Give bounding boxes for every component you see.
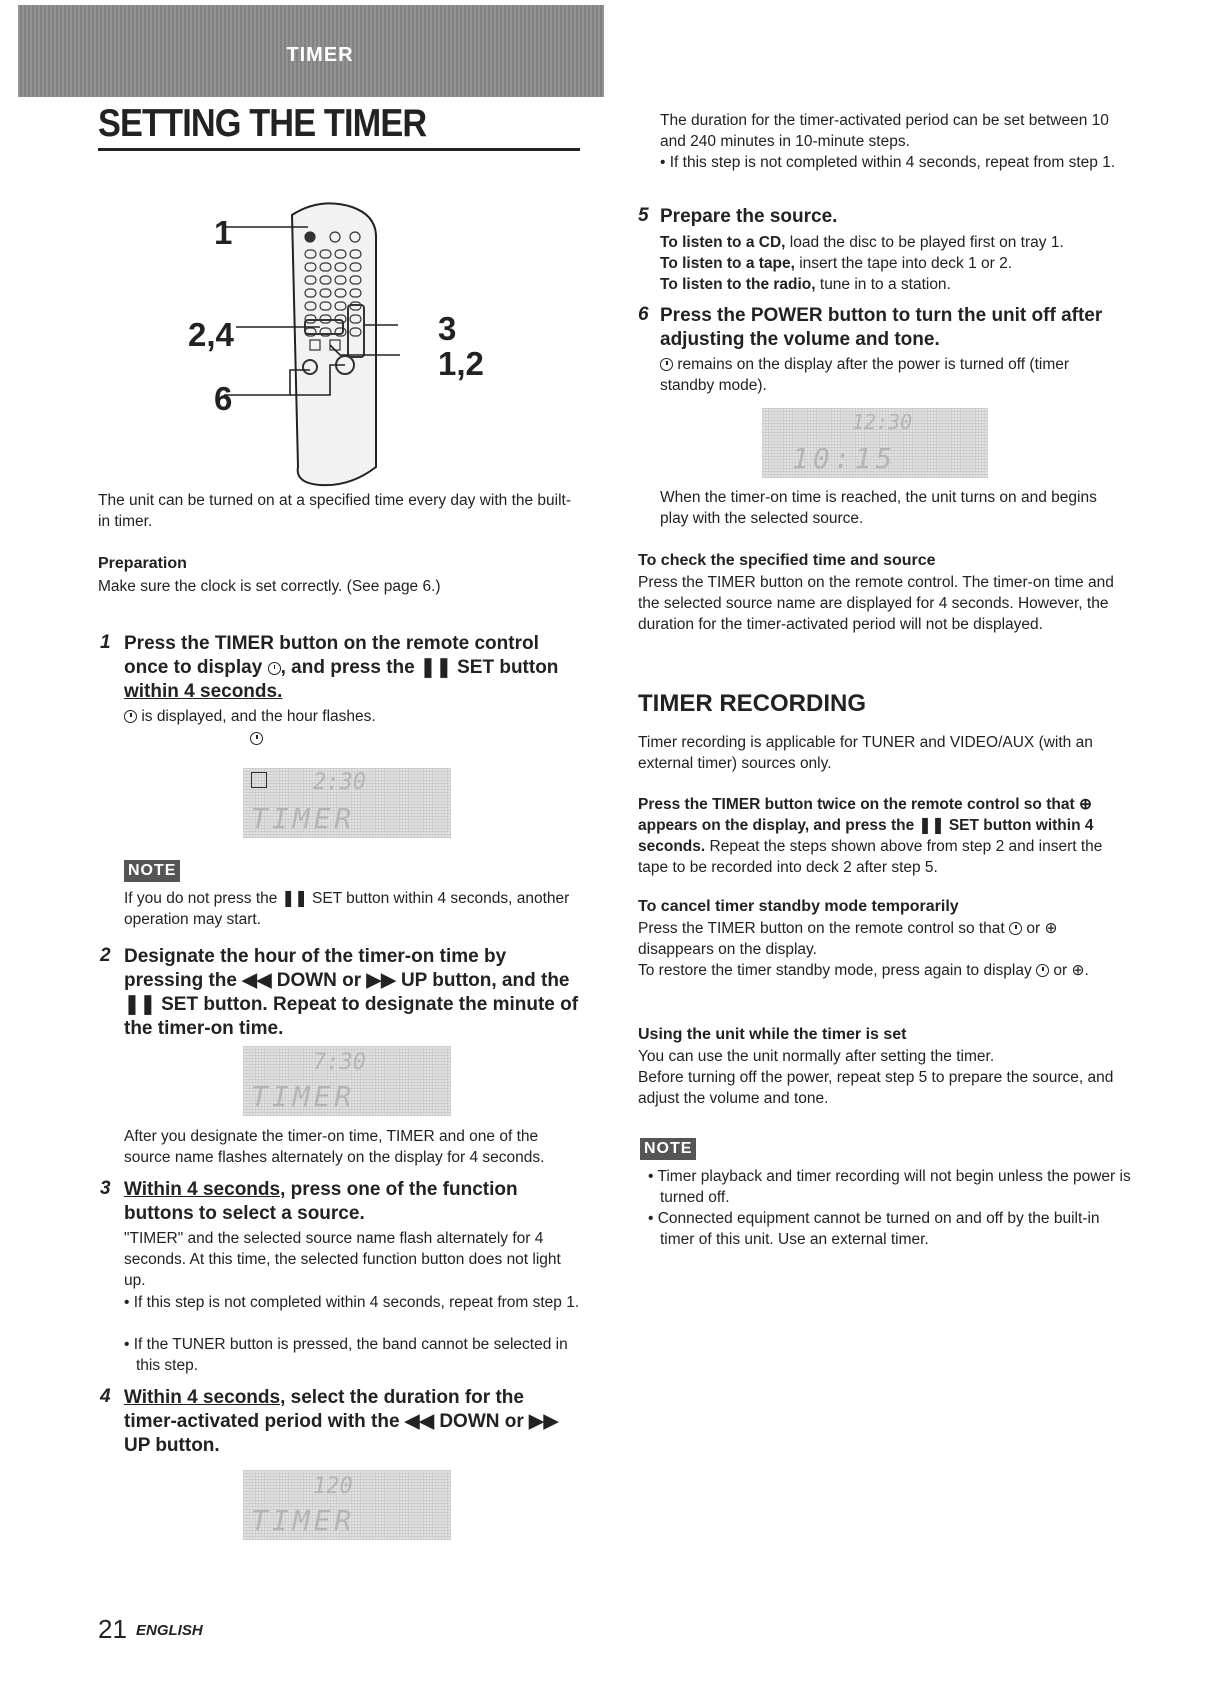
step3-heading: Within 4 seconds, press one of the function buttons to select a source. (124, 1179, 518, 1224)
step2-heading: Designate the hour of the timer-on time by pressing the ◀◀ DOWN or ▶▶ UP button, and the ❚❚ SET button. Repeat to designate the minute of the timer-on time. (124, 946, 579, 1039)
step6-display (762, 408, 988, 478)
step6-heading: Press the POWER button to turn the unit off after adjusting the volume and tone. (660, 305, 1103, 350)
note2-bullet-1: • Timer playback and timer recording will not begin unless the power is turned off. (648, 1168, 1131, 1206)
clock-icon (1036, 964, 1049, 977)
recording-heading: TIMER RECORDING (638, 690, 866, 717)
intro-text: The unit can be turned on at a specified time every day with the built-in timer. (98, 492, 572, 530)
step2-display-label: TIMER (251, 1080, 356, 1113)
callout-1: 1 (214, 214, 233, 251)
clock-icon (1009, 922, 1022, 935)
language-label: ENGLISH (136, 1622, 203, 1639)
step2-text: After you designate the timer-on time, TIMER and one of the source name flashes alternately on the display for 4 seconds. (124, 1128, 545, 1166)
step3-text: "TIMER" and the selected source name flash alternately for 4 seconds. At this time, the selected function button does not light up. (124, 1230, 561, 1289)
step4-display-duration: 120 (313, 1474, 353, 1499)
using-text: You can use the unit normally after setting the timer. Before turning off the power, repeat step 5 to prepare the source, and adjust the volume and tone. (638, 1048, 1114, 1107)
step1-heading: Press the TIMER button on the remote control once to display , and press the ❚❚ SET button within 4 seconds. (124, 633, 559, 702)
using-heading: Using the unit while the timer is set (638, 1026, 907, 1043)
step6-text: remains on the display after the power is turned off (timer standby mode). (660, 356, 1070, 394)
step5-sources (660, 232, 1130, 295)
section-banner-label: TIMER (286, 44, 354, 66)
clock-icon (660, 358, 673, 371)
callout-6: 6 (214, 380, 233, 417)
preparation-heading: Preparation (98, 555, 187, 572)
clock-icon (268, 662, 281, 675)
step5-number: 5 (638, 205, 649, 226)
check-heading: To check the specified time and source (638, 552, 936, 569)
callout-1-2: 1,2 (438, 345, 484, 382)
clock-icon (124, 710, 137, 723)
step4-display-label: TIMER (251, 1504, 356, 1537)
step5-line-cd: To listen to a CD, load the disc to be played first on tray 1. (660, 234, 1064, 251)
step4-heading: Within 4 seconds, select the duration for the timer-activated period with the ◀◀ DOWN or ▶▶ UP button. (124, 1387, 559, 1456)
clock-callout-icon (250, 730, 263, 748)
page-number: 21 (98, 1614, 127, 1644)
step4-number: 4 (100, 1386, 111, 1407)
step3-number: 3 (100, 1178, 111, 1199)
step3-bullet-1: • If this step is not completed within 4 seconds, repeat from step 1. (124, 1294, 580, 1311)
preparation-text: Make sure the clock is set correctly. (See page 6.) (98, 578, 441, 595)
step2-display-time: 7:30 (313, 1050, 366, 1075)
step4-display (243, 1470, 451, 1540)
step1-display-label: TIMER (251, 802, 356, 835)
note2-bullet-2: • Connected equipment cannot be turned on and off by the built-in timer of this unit. Use an external timer. (648, 1210, 1100, 1248)
note-badge: NOTE (124, 860, 180, 882)
note-badge-2: NOTE (640, 1138, 696, 1160)
step1-text: is displayed, and the hour flashes. (124, 706, 376, 727)
note1-text: If you do not press the ❚❚ SET button within 4 seconds, another operation may start. (124, 890, 570, 928)
duration-bullet: • If this step is not completed within 4 seconds, repeat from step 1. (660, 154, 1116, 171)
step6-number: 6 (638, 304, 649, 325)
clock-indicator (251, 772, 267, 788)
step1-number: 1 (100, 632, 111, 653)
recording-text: Timer recording is applicable for TUNER and VIDEO/AUX (with an external timer) sources only. (638, 734, 1093, 772)
page-title: SETTING THE TIMER (98, 102, 427, 145)
step6-display-clock: 10:15 (792, 442, 897, 475)
cancel-text: Press the TIMER button on the remote control so that or ⊕ disappears on the display. To restore the timer standby mode, press again to display or ⊕. (638, 920, 1089, 979)
step6-after-text: When the timer-on time is reached, the unit turns on and begins play with the selected source. (660, 489, 1097, 527)
duration-text: The duration for the timer-activated period can be set between 10 and 240 minutes in 10-minute steps. (660, 112, 1109, 150)
cancel-heading: To cancel timer standby mode temporarily (638, 898, 959, 915)
recording-instructions: Press the TIMER button twice on the remote control so that ⊕ appears on the display, and press the ❚❚ SET button within 4 seconds. Repeat the steps shown above from step 2 and insert the tape to be recorded into deck 2 after step 5. (638, 796, 1103, 876)
step3-bullet-2: • If the TUNER button is pressed, the band cannot be selected in this step. (124, 1336, 568, 1374)
check-text: Press the TIMER button on the remote control. The timer-on time and the selected source name are displayed for 4 seconds. However, the duration for the timer-activated period will not be displayed. (638, 574, 1114, 633)
step5-line-tape: To listen to a tape, insert the tape into deck 1 or 2. (660, 255, 1013, 272)
title-divider (98, 148, 580, 151)
step1-display (243, 768, 451, 838)
callout-3: 3 (438, 310, 457, 347)
callout-2-4: 2,4 (188, 316, 234, 353)
step1-display-time: 2:30 (313, 770, 366, 795)
step5-heading: Prepare the source. (660, 206, 838, 227)
step2-display (243, 1046, 451, 1116)
step5-line-radio: To listen to the radio, tune in to a station. (660, 276, 951, 293)
step6-display-time: 12:30 (852, 410, 913, 434)
step2-number: 2 (100, 945, 111, 966)
